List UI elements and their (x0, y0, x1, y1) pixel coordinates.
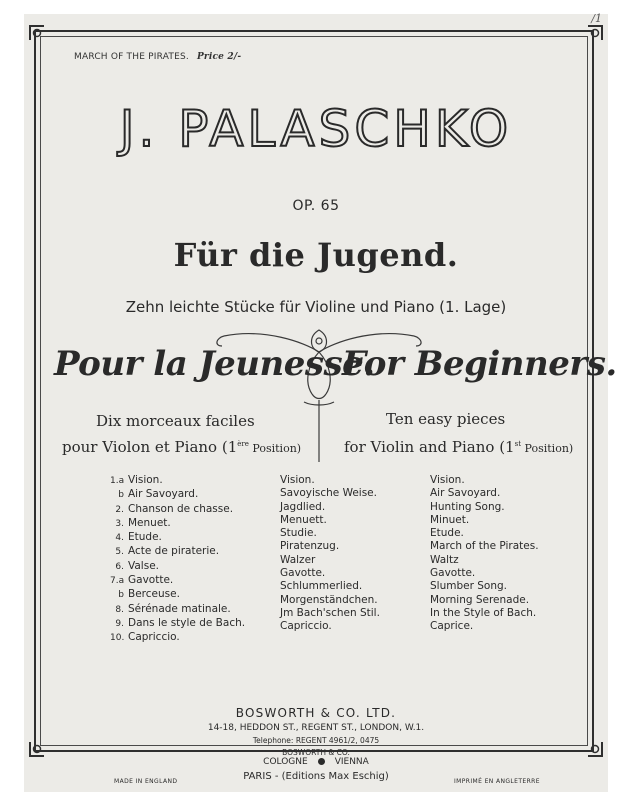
publisher-telephone: Telephone: REGENT 4961/2, 0475 (252, 736, 380, 745)
list-item: Etude. (430, 527, 464, 540)
item-number: 4. (115, 533, 124, 544)
made-in-england: MADE IN ENGLAND (114, 778, 178, 785)
list-item: Caprice. (430, 620, 474, 633)
french-subtitle: Dix morceaux faciles (96, 412, 255, 430)
sheet-music-cover (24, 12, 617, 792)
english-instrumentation: for Violin and Piano (1st Position) (344, 438, 574, 456)
list-item (110, 474, 245, 488)
item-title: Berceuse. (128, 588, 180, 601)
list-item: Menuett. (280, 513, 327, 526)
item-number: b (118, 590, 124, 601)
list-item: In the Style of Bach. (430, 606, 537, 619)
item-number: 2. (115, 504, 124, 515)
list-item: Vision. (430, 474, 465, 486)
list-item: Gavotte. (430, 567, 476, 580)
french-instrumentation: pour Violon et Piano (1ère Position) (62, 438, 302, 456)
list-item: Air Savoyard. (430, 487, 501, 500)
english-subtitle: Ten easy pieces (386, 410, 506, 428)
list-item: March of the Pirates. (430, 540, 539, 553)
list-item (110, 617, 245, 631)
publisher-cities (24, 757, 608, 767)
german-title: Für die Jugend. (173, 236, 459, 274)
piece-title: MARCH OF THE PIRATES. (74, 52, 189, 62)
opus-number: OP. 65 (292, 198, 340, 214)
list-item: Jagdlied. (280, 500, 326, 513)
publisher-paris: PARIS - (Editions Max Eschig) (243, 771, 389, 782)
publisher-name-secondary: BOSWORTH & CO. (282, 748, 350, 757)
list-item (110, 631, 245, 645)
list-item (110, 488, 245, 502)
item-title: Gavotte. (128, 574, 174, 587)
contents-french (110, 474, 245, 646)
list-item (110, 503, 245, 517)
contents-english (430, 474, 539, 634)
list-item: Slumber Song. (430, 580, 507, 593)
list-item (110, 588, 245, 602)
item-title: Menuet. (128, 516, 171, 529)
item-number: 10. (110, 633, 125, 644)
list-item: Schlummerlied. (280, 580, 363, 593)
german-subtitle: Zehn leichte Stücke für Violine und Piano (1. Lage) (125, 298, 507, 316)
item-title: Sérénade matinale. (128, 602, 231, 615)
bullet-icon (318, 758, 325, 765)
item-number: 7.a (110, 576, 125, 587)
list-item: Capriccio. (280, 620, 332, 633)
item-number: b (118, 490, 124, 501)
corner-ornament-icon (586, 24, 604, 42)
list-item: Piratenzug. (280, 540, 340, 553)
list-item (110, 603, 245, 617)
item-title: Dans le style de Bach. (128, 616, 246, 629)
list-item: Walzer (280, 553, 316, 566)
corner-ornament-icon (28, 24, 46, 42)
list-item: Waltz (430, 553, 459, 566)
list-item (110, 560, 245, 574)
list-item: Vision. (280, 474, 315, 486)
list-item: Gavotte. (280, 567, 326, 580)
item-number: 9. (115, 618, 124, 629)
publisher-address: 14-18, HEDDON ST., REGENT ST., LONDON, W.1. (207, 723, 425, 733)
item-title: Acte de piraterie. (128, 545, 220, 558)
price: Price 2/- (196, 52, 242, 62)
item-number: 6. (115, 561, 124, 572)
list-item: Savoyische Weise. (280, 487, 377, 500)
city-cologne: COLOGNE (263, 757, 308, 767)
item-number: 5. (115, 547, 124, 558)
item-title: Valse. (128, 559, 159, 572)
list-item: Morgenständchen. (280, 593, 378, 606)
item-title: Chanson de chasse. (128, 502, 234, 515)
item-number: 3. (115, 518, 124, 529)
item-number: 1.a (110, 476, 125, 486)
list-item (110, 531, 245, 545)
piece-note (74, 52, 241, 62)
item-title: Capriccio. (128, 631, 180, 644)
imprime-en-angleterre: IMPRIMÉ EN ANGLETERRE (454, 778, 540, 785)
item-number: 8. (115, 604, 124, 615)
handwritten-mark: /1 (591, 12, 602, 25)
list-item: Morning Serenade. (430, 593, 530, 606)
english-title: For Beginners. (342, 344, 617, 384)
contents-german (280, 474, 380, 634)
list-item: Hunting Song. (430, 500, 505, 513)
list-item: Studie. (280, 527, 317, 540)
city-vienna: VIENNA (334, 757, 369, 767)
list-item: Minuet. (430, 513, 470, 526)
french-title: Pour la Jeunesse. (54, 344, 375, 384)
list-item (110, 545, 245, 559)
list-item (110, 517, 245, 531)
list-item: Jm Bach'schen Stil. (280, 606, 380, 619)
item-title: Air Savoyard. (128, 488, 199, 501)
item-title: Vision. (128, 474, 163, 486)
composer-name: J. PALASCHKO (119, 100, 513, 158)
item-title: Etude. (128, 531, 162, 544)
list-item (110, 574, 245, 588)
publisher-name: BOSWORTH & CO. LTD. (235, 706, 397, 720)
